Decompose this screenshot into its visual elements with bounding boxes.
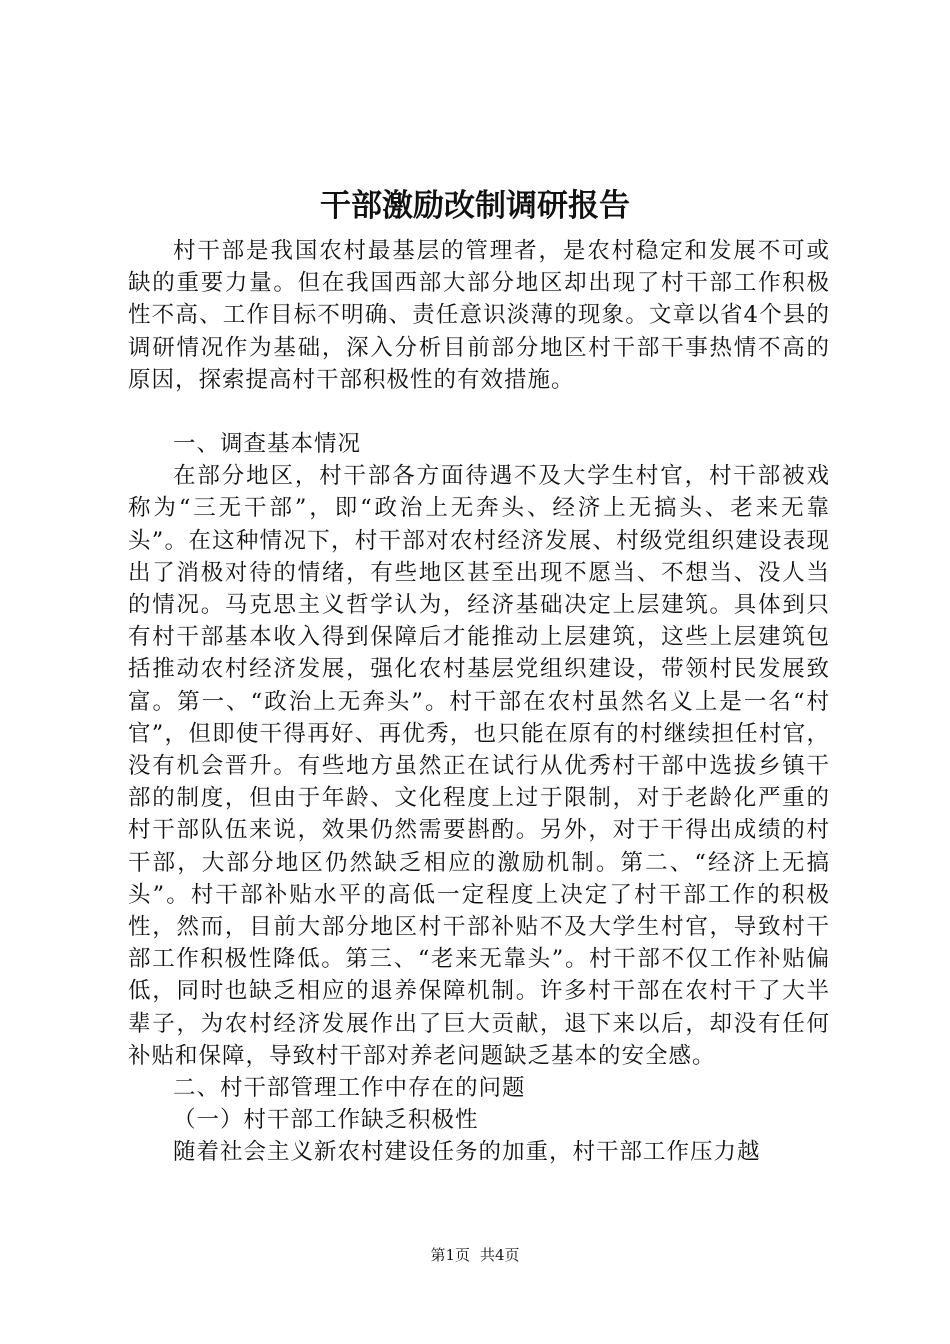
page-footer [0,1245,950,1265]
subsection-heading-1: （一）村干部工作缺乏积极性 [173,1107,479,1134]
paragraph-gap [128,396,830,428]
section-1-paragraph: 在部分地区，村干部各方面待遇不及大学生村官，村干部被戏称为“三无干部”，即“政治上无奔头、经济上无搞头、老来无靠头”。在这种情况下，村干部对农村经济发展、村级党组织建设表现出了消极对待的情绪，有些地区甚至出现不愿当、不想当、没人当的情况。马克思主义哲学认为，经济基础决定上层建筑。具体到只有村干部基本收入得到保障后才能推动上层建筑，这些上层建筑包括推动农村经济发展，强化农村基层党组织建设，带领村民发展致富。第一、“政治上无奔头”。村干部在农村虽然名义上是一名“村官”，但即使干得再好、再优秀，也只能在原有的村继续担任村官，没有机会晋升。有些地方虽然正在试行从优秀村干部中选拔乡镇干部的制度，但由于年龄、文化程度上过于限制，对于老龄化严重的村干部队伍来说，效果仍然需要斟酌。另外，对于干得出成绩的村干部，大部分地区仍然缺乏相应的激励机制。第二、“经济上无搞头”。村干部补贴水平的高低一定程度上决定了村干部工作的积极性，然而，目前大部分地区村干部补贴不及大学生村官，导致村干部工作积极性降低。第三、“老来无靠头”。村干部不仅工作补贴偏低，同时也缺乏相应的退养保障机制。许多村干部在农村干了大半辈子，为农村经济发展作出了巨大贡献，退下来以后，却没有任何补贴和保障，导致村干部对养老问题缺乏基本的安全感。 [128,463,830,1069]
section-heading-1: 一、调查基本情况 [173,431,362,458]
page-number: 第1页 [430,1246,470,1264]
subsection-1-paragraph: 随着社会主义新农村建设任务的加重，村干部工作压力越 [173,1139,761,1166]
document-body [128,235,830,1169]
intro-paragraph: 村干部是我国农村最基层的管理者，是农村稳定和发展不可或缺的重要力量。但在我国西部大部分地区却出现了村干部工作积极性不高、工作目标不明确、责任意识淡薄的现象。文章以省4个县的调研情况作为基础，深入分析目前部分地区村干部干事热情不高的原因，探索提高村干部积极性的有效措施。 [128,238,830,393]
document-title: 干部激励改制调研报告 [320,188,630,224]
page-total: 共4页 [480,1246,520,1264]
section-heading-2: 二、村干部管理工作中存在的问题 [173,1075,526,1102]
